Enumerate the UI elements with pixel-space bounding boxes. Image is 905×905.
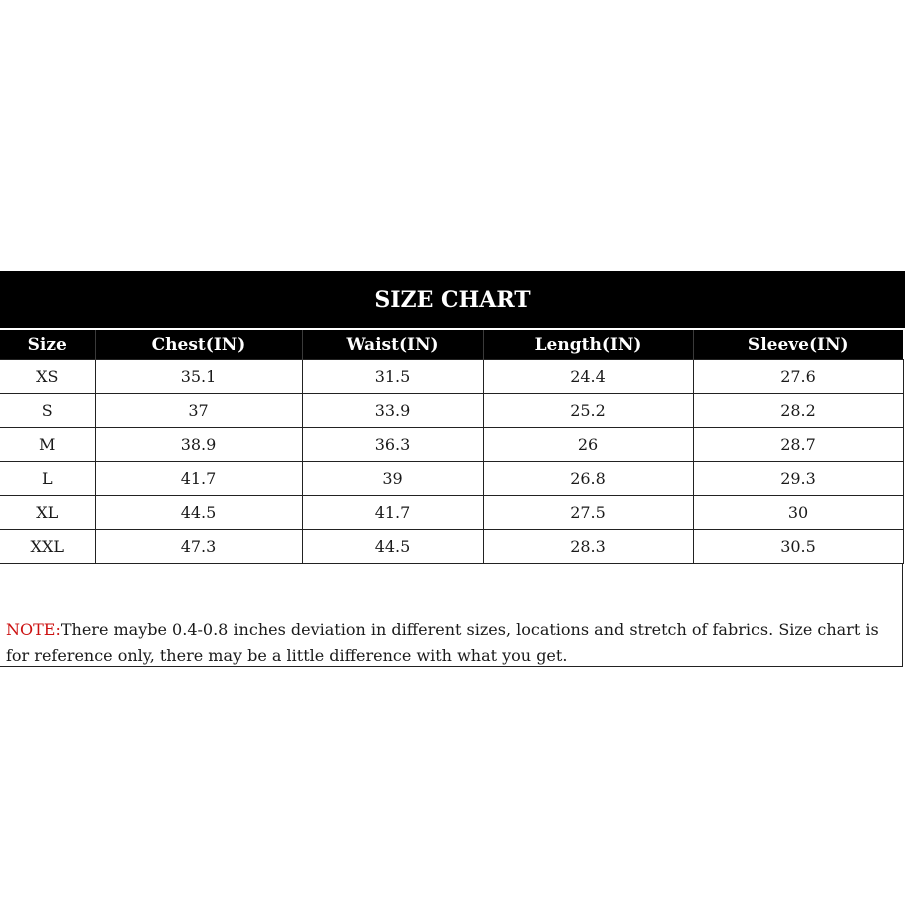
cell-sleeve: 30 [693,496,903,530]
cell-chest: 47.3 [95,530,302,564]
cell-sleeve: 27.6 [693,360,903,394]
table-header-row [0,330,903,360]
cell-size: XL [0,496,95,530]
chart-title-bar [0,271,905,328]
cell-chest: 41.7 [95,462,302,496]
table-row [0,496,903,530]
table-row [0,428,903,462]
cell-waist: 36.3 [302,428,483,462]
cell-chest: 44.5 [95,496,302,530]
note-box [0,564,903,667]
cell-length: 26 [483,428,693,462]
cell-size: M [0,428,95,462]
note-text: There maybe 0.4-0.8 inches deviation in different sizes, locations and stretch of fabrics. Size chart is for reference only, there may be a little difference with what you get. [6,620,879,665]
table-row [0,530,903,564]
cell-waist: 39 [302,462,483,496]
cell-size: S [0,394,95,428]
cell-size: XS [0,360,95,394]
size-table [0,330,904,564]
column-header-size: Size [0,330,95,360]
chart-title: SIZE CHART [374,286,531,313]
column-header-sleeve: Sleeve(IN) [693,330,903,360]
column-header-waist: Waist(IN) [302,330,483,360]
cell-sleeve: 29.3 [693,462,903,496]
cell-sleeve: 30.5 [693,530,903,564]
cell-sleeve: 28.2 [693,394,903,428]
cell-length: 27.5 [483,496,693,530]
cell-length: 28.3 [483,530,693,564]
cell-size: L [0,462,95,496]
cell-chest: 35.1 [95,360,302,394]
table-row [0,462,903,496]
cell-sleeve: 28.7 [693,428,903,462]
size-chart [0,271,905,667]
cell-chest: 38.9 [95,428,302,462]
note-paragraph [6,617,896,669]
cell-size: XXL [0,530,95,564]
cell-waist: 44.5 [302,530,483,564]
cell-waist: 41.7 [302,496,483,530]
cell-length: 26.8 [483,462,693,496]
cell-chest: 37 [95,394,302,428]
cell-waist: 31.5 [302,360,483,394]
column-header-chest: Chest(IN) [95,330,302,360]
column-header-length: Length(IN) [483,330,693,360]
note-label: NOTE: [6,620,61,639]
table-row [0,360,903,394]
cell-length: 24.4 [483,360,693,394]
cell-waist: 33.9 [302,394,483,428]
cell-length: 25.2 [483,394,693,428]
table-row [0,394,903,428]
